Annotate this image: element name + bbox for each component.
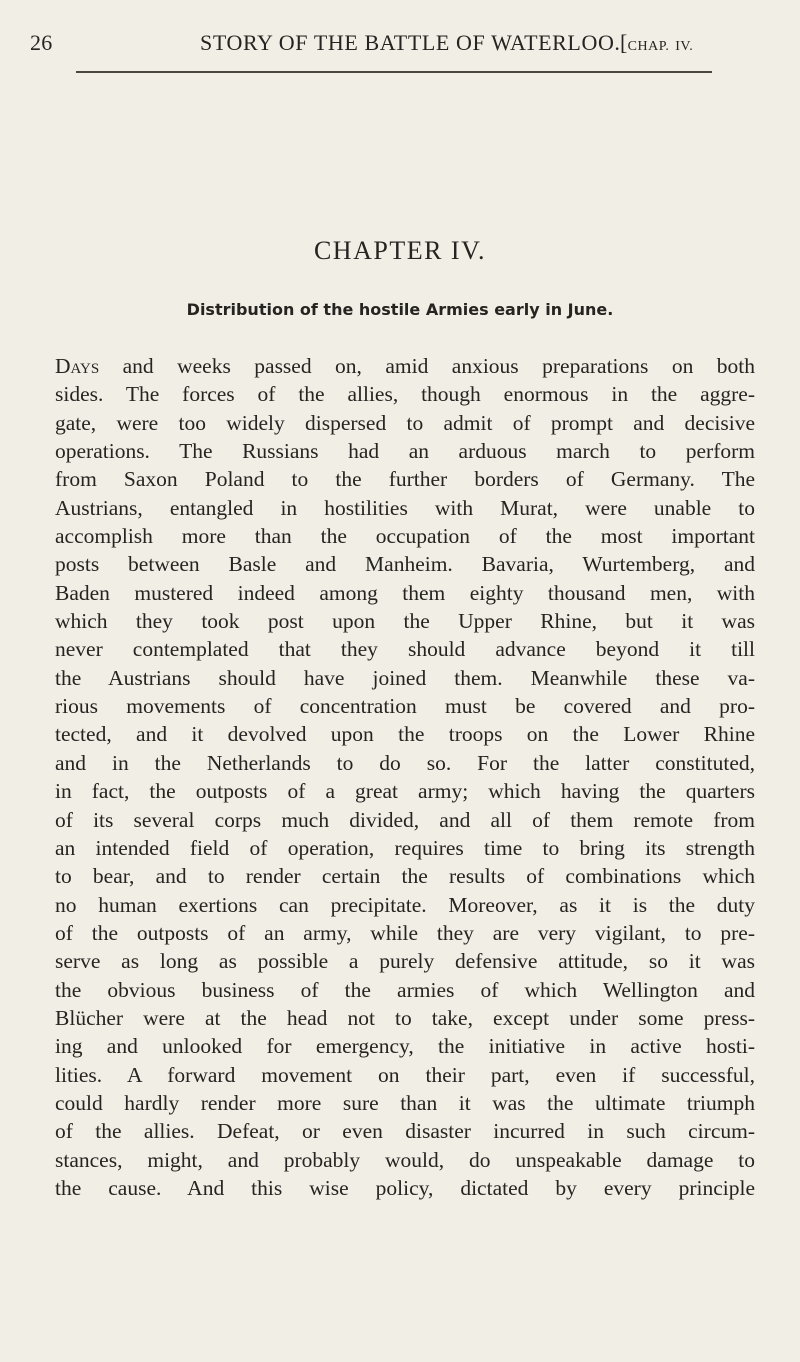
text-line: rious movements of concentration must be covered and pro- (55, 694, 755, 719)
text-line: stances, might, and probably would, do unspeakable damage to (55, 1147, 755, 1172)
text-line: gate, were too widely dispersed to admit of prompt and decisive (55, 410, 755, 435)
text-line: of its several corps much divided, and all of them remote from (55, 807, 755, 832)
text-line: to bear, and to render certain the results of combinations which (55, 864, 755, 889)
chapter-bracket: [ (620, 30, 628, 55)
text-line: ing and unlooked for emergency, the initiative in active hosti- (55, 1034, 755, 1059)
text-line (55, 352, 755, 380)
chapter-heading: CHAPTER IV. (313, 236, 487, 265)
text-line: operations. The Russians had an arduous march to perform (55, 439, 755, 464)
text-line-rest: and weeks passed on, amid anxious preparations on both (99, 354, 755, 378)
text-line: of the outposts of an army, while they are very vigilant, to pre- (55, 920, 755, 945)
text-line: Austrians, entangled in hostilities with Murat, were unable to (55, 495, 755, 520)
text-line: Baden mustered indeed among them eighty thousand men, with (55, 580, 755, 605)
text-line: from Saxon Poland to the further borders of Germany. The (55, 467, 755, 492)
chapter-abbreviation: CHAP. (627, 39, 670, 54)
text-line: accomplish more than the occupation of the most important (55, 524, 755, 549)
running-head (30, 30, 790, 60)
text-line: in fact, the outposts of a great army; which having the quarters (55, 779, 755, 804)
chapter-reference (620, 30, 693, 56)
text-line: the cause. And this wise policy, dictated by every principle (55, 1175, 755, 1200)
page-number: 26 (30, 30, 53, 55)
text-line: lities. A forward movement on their part, even if successful, (55, 1062, 755, 1087)
running-title: STORY OF THE BATTLE OF WATERLOO. (200, 30, 621, 55)
text-line: sides. The forces of the allies, though enormous in the aggre- (55, 382, 755, 407)
chapter-subtitle: Distribution of the hostile Armies early in June. (186, 300, 614, 319)
text-line: posts between Basle and Manheim. Bavaria, Wurtemberg, and (55, 552, 755, 577)
text-line: no human exertions can precipitate. Moreover, as it is the duty (55, 892, 755, 917)
text-line: the Austrians should have joined them. Meanwhile these va- (55, 665, 755, 690)
text-line: serve as long as possible a purely defensive attitude, so it was (55, 949, 755, 974)
text-line: of the allies. Defeat, or even disaster incurred in such circum- (55, 1119, 755, 1144)
text-line: which they took post upon the Upper Rhine, but it was (55, 609, 755, 634)
drop-word: Days (55, 354, 100, 378)
text-line: and in the Netherlands to do so. For the latter constituted, (55, 750, 755, 775)
text-line: could hardly render more sure than it was the ultimate triumph (55, 1090, 755, 1115)
text-line: tected, and it devolved upon the troops on the Lower Rhine (55, 722, 755, 747)
header-rule (76, 71, 712, 73)
text-line: the obvious business of the armies of which Wellington and (55, 977, 755, 1002)
text-line: Blücher were at the head not to take, except under some press- (55, 1005, 755, 1030)
text-line: never contemplated that they should advance beyond it till (55, 637, 755, 662)
chapter-number: IV. (675, 39, 694, 54)
text-line: an intended field of operation, requires time to bring its strength (55, 835, 755, 860)
body-paragraph (55, 352, 755, 1202)
